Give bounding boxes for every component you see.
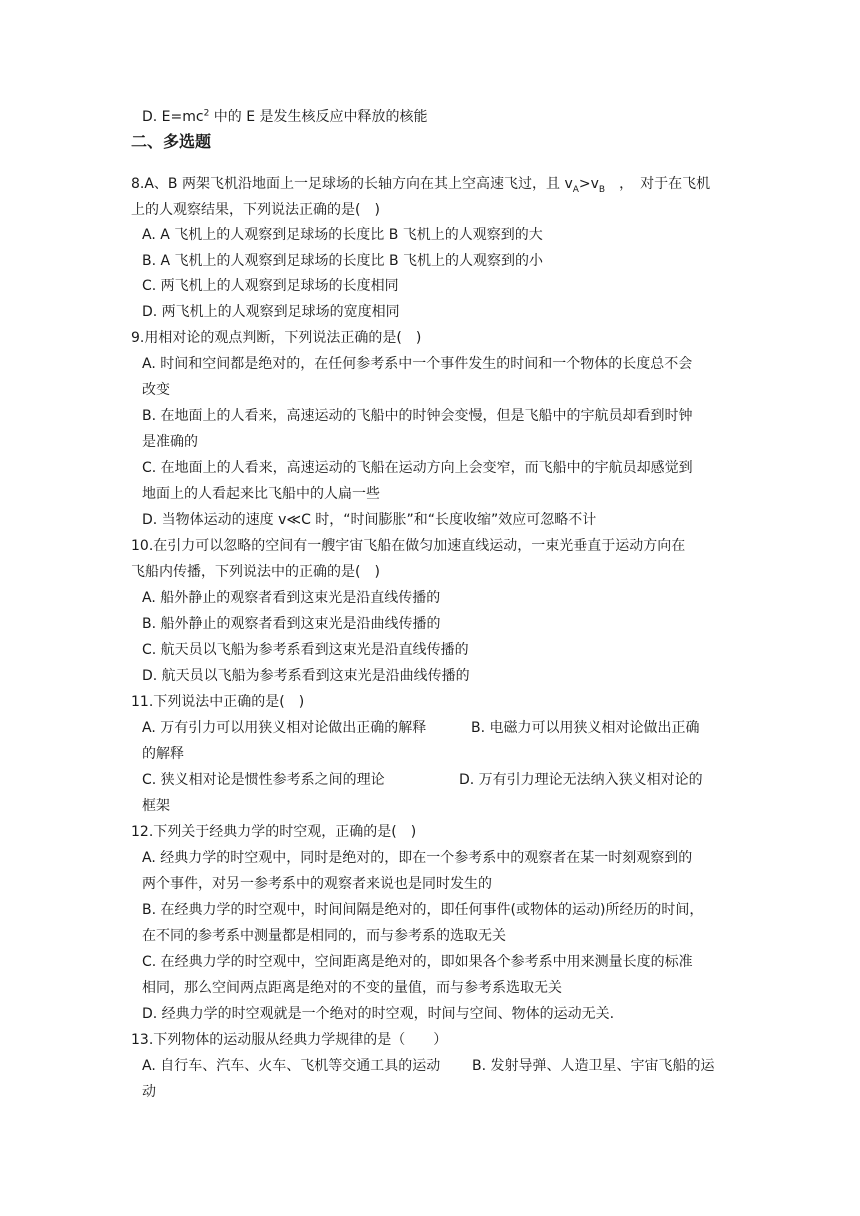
q10-option-d: D. 航天员以飞船为参考系看到这束光是沿曲线传播的 [142, 668, 470, 684]
q11-option-d-line2: 框架 [142, 798, 170, 814]
q10-option-a: A. 船外静止的观察者看到这束光是沿直线传播的 [142, 590, 441, 606]
q12-stem: 12.下列关于经典力学的时空观，正确的是( ) [131, 824, 417, 840]
q13-option-b-line1: B. 发射导弹、人造卫星、宇宙飞船的运 [472, 1058, 715, 1074]
q10-option-c: C. 航天员以飞船为参考系看到这束光是沿直线传播的 [142, 642, 469, 658]
q8-stem-line1: 8.A、B 两架飞机沿地面上一足球场的长轴方向在其上空高速飞过，且 $v_A>v_B$ ， 对于在飞机 [131, 176, 711, 195]
q12-option-c-line2: 相同，那么空间两点距离是绝对的不变的量值，而与参考系选取无关 [142, 980, 562, 996]
q10-stem-line2: 飞船内传播，下列说法中的正确的是( ) [131, 564, 380, 580]
q12-option-b-line2: 在不同的参考系中测量都是相同的，而与参考系的选取无关 [142, 928, 506, 944]
q12-option-c-line1: C. 在经典力学的时空观中，空间距离是绝对的，即如果各个参考系中用来测量长度的标准 [142, 954, 693, 970]
section-heading-multiple-choice: 二、多选题 [131, 132, 212, 151]
q9-option-d: D. 当物体运动的速度 v≪C 时，“时间膨胀”和“长度收缩”效应可忽略不计 [142, 512, 597, 528]
q13-option-a: A. 自行车、汽车、火车、飞机等交通工具的运动 [142, 1058, 441, 1074]
q11-option-d-line1: D. 万有引力理论无法纳入狭义相对论的 [459, 772, 703, 788]
q7-option-d: D. $E=mc^2$ 中的 E 是发生核反应中释放的核能 [142, 108, 428, 125]
q9-option-c-line1: C. 在地面上的人看来，高速运动的飞船在运动方向上会变窄，而飞船中的宇航员却感觉到 [142, 460, 693, 476]
q8-option-c: C. 两飞机上的人观察到足球场的长度相同 [142, 278, 399, 294]
q9-stem: 9.用相对论的观点判断，下列说法正确的是( ) [131, 330, 422, 346]
q9-option-b-line1: B. 在地面上的人看来，高速运动的飞船中的时钟会变慢，但是飞船中的宇航员却看到时钟 [142, 408, 693, 424]
q11-option-b-line2: 的解释 [142, 746, 184, 762]
q8-stem-line2: 上的人观察结果，下列说法正确的是( ) [131, 202, 380, 218]
q13-stem: 13.下列物体的运动服从经典力学规律的是（ ） [131, 1032, 448, 1048]
q8-option-d: D. 两飞机上的人观察到足球场的宽度相同 [142, 304, 400, 320]
q12-option-a-line1: A. 经典力学的时空观中，同时是绝对的，即在一个参考系中的观察者在某一时刻观察到的 [142, 850, 693, 866]
q12-option-d: D. 经典力学的时空观就是一个绝对的时空观，时间与空间、物体的运动无关. [142, 1006, 615, 1022]
q9-option-a-line1: A. 时间和空间都是绝对的，在任何参考系中一个事件发生的时间和一个物体的长度总不会 [142, 356, 693, 372]
q13-option-b-line2: 动 [142, 1084, 156, 1100]
q12-option-a-line2: 两个事件，对另一参考系中的观察者来说也是同时发生的 [142, 876, 492, 892]
q10-stem-line1: 10.在引力可以忽略的空间有一艘宇宙飞船在做匀加速直线运动，一束光垂直于运动方向在 [131, 538, 686, 554]
q8-option-b: B. A 飞机上的人观察到足球场的长度比 B 飞机上的人观察到的小 [142, 253, 544, 269]
q9-option-a-line2: 改变 [142, 382, 170, 398]
q11-option-b-line1: B. 电磁力可以用狭义相对论做出正确 [471, 720, 700, 736]
q10-option-b: B. 船外静止的观察者看到这束光是沿曲线传播的 [142, 616, 441, 632]
q11-option-a: A. 万有引力可以用狭义相对论做出正确的解释 [142, 720, 427, 736]
q12-option-b-line1: B. 在经典力学的时空观中，时间间隔是绝对的，即任何事件(或物体的运动)所经历的时间， [142, 902, 704, 918]
q9-option-c-line2: 地面上的人看起来比飞船中的人扁一些 [142, 486, 380, 502]
q9-option-b-line2: 是准确的 [142, 434, 198, 450]
q11-option-c: C. 狭义相对论是惯性参考系之间的理论 [142, 772, 385, 788]
q11-stem: 11.下列说法中正确的是( ) [131, 694, 305, 710]
q8-option-a: A. A 飞机上的人观察到足球场的长度比 B 飞机上的人观察到的大 [142, 227, 543, 243]
